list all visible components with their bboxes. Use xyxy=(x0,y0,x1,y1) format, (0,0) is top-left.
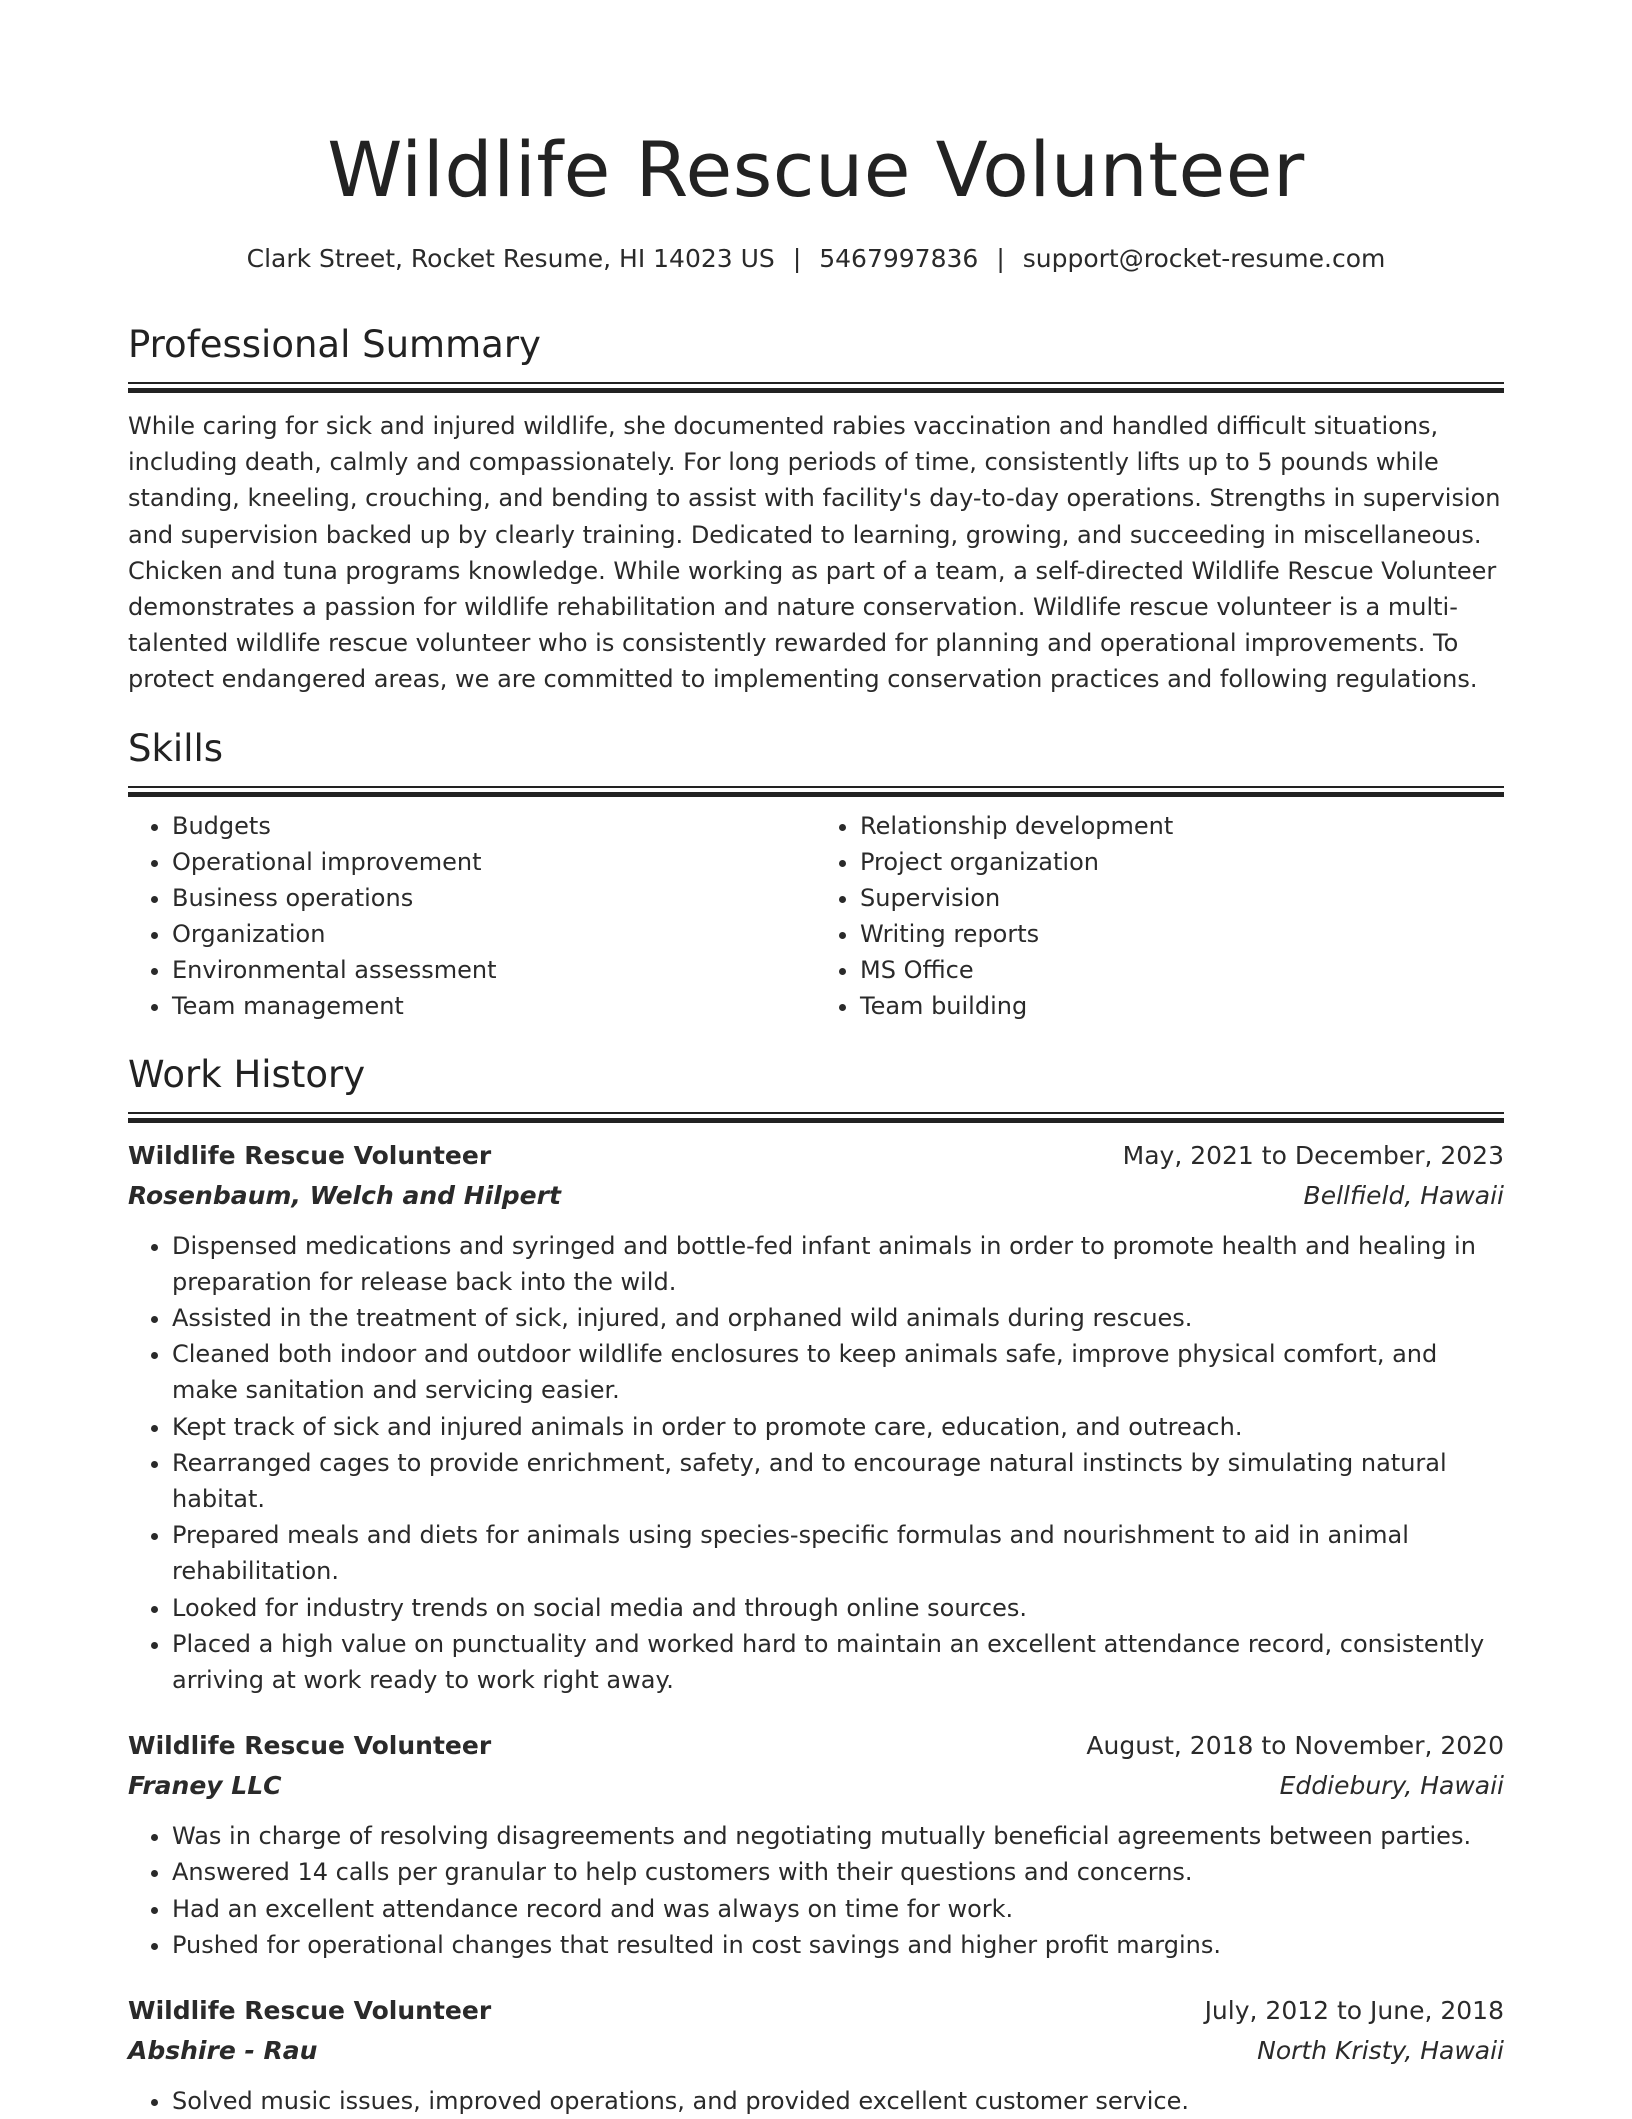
job-company: Abshire - Rau xyxy=(128,2036,318,2066)
job-location: Bellfield, Hawaii xyxy=(1303,1180,1504,1210)
job-bullet: • Solved music issues, improved operations, and provided excellent customer service. xyxy=(172,2083,1504,2119)
contact-address: Clark Street, Rocket Resume, HI 14023 US xyxy=(246,244,775,273)
skills-column-left xyxy=(128,808,816,1024)
job-entry xyxy=(128,1991,1504,2119)
job-bullets xyxy=(128,1818,1504,1963)
section-title: Work History xyxy=(128,1052,366,1096)
job-title: Wildlife Rescue Volunteer xyxy=(128,1731,492,1761)
skill-item: • Supervision xyxy=(860,880,1504,916)
job-bullet: • Assisted in the treatment of sick, injured, and orphaned wild animals during rescues. xyxy=(172,1300,1504,1336)
skill-item: • Organization xyxy=(172,916,816,952)
job-bullet: • Prepared meals and diets for animals using species-specific formulas and nourishment to aid in animal rehabilitation. xyxy=(172,1517,1504,1589)
job-bullet: • Placed a high value on punctuality and worked hard to maintain an excellent attendance record, consistently arriving at work ready to work right away. xyxy=(172,1626,1504,1698)
skills-section xyxy=(128,724,1504,1024)
job-company-row xyxy=(128,1176,1504,1216)
skill-item: • Writing reports xyxy=(860,916,1504,952)
contact-separator: | xyxy=(792,244,802,273)
job-header-row xyxy=(128,1991,1504,2031)
skill-item: • Team management xyxy=(172,988,816,1024)
job-title: Wildlife Rescue Volunteer xyxy=(128,1996,492,2026)
section-title: Professional Summary xyxy=(128,323,541,366)
contact-email: support@rocket-resume.com xyxy=(1022,244,1386,273)
job-header-row xyxy=(128,1136,1504,1176)
job-location: Eddiebury, Hawaii xyxy=(1279,1771,1504,1801)
job-bullet: • Was in charge of resolving disagreements and negotiating mutually beneficial agreements between parties. xyxy=(172,1818,1504,1854)
job-header-row xyxy=(128,1726,1504,1766)
work-history-section xyxy=(128,1050,1504,2119)
job-bullet: • Answered 14 calls per granular to help customers with their questions and concerns. xyxy=(172,1854,1504,1890)
job-company: Rosenbaum, Welch and Hilpert xyxy=(128,1180,561,1210)
contact-phone: 5467997836 xyxy=(819,244,979,273)
job-company-row xyxy=(128,1766,1504,1806)
job-dates: July, 2012 to June, 2018 xyxy=(1204,1996,1504,2026)
job-entry xyxy=(128,1136,1504,1699)
job-bullet: • Dispensed medications and syringed and bottle-fed infant animals in order to promote health and healing in preparation for release back into the wild. xyxy=(172,1228,1504,1300)
job-bullet: • Pushed for operational changes that resulted in cost savings and higher profit margins. xyxy=(172,1927,1504,1963)
skill-item: • Business operations xyxy=(172,880,816,916)
job-bullet: • Looked for industry trends on social media and through online sources. xyxy=(172,1590,1504,1626)
job-bullets xyxy=(128,2083,1504,2119)
skill-item: • Operational improvement xyxy=(172,844,816,880)
contact-line xyxy=(128,242,1504,276)
job-company-row xyxy=(128,2031,1504,2071)
skill-item: • Team building xyxy=(860,988,1504,1024)
resume-name: Wildlife Rescue Volunteer xyxy=(327,125,1305,214)
skills-list xyxy=(128,808,1504,1024)
job-bullet: • Cleaned both indoor and outdoor wildlife enclosures to keep animals safe, improve physical comfort, and make sanitation and servicing easier. xyxy=(172,1336,1504,1408)
job-company: Franey LLC xyxy=(128,1771,282,1801)
section-divider xyxy=(128,786,1504,796)
job-title: Wildlife Rescue Volunteer xyxy=(128,1140,492,1170)
skill-item: • Relationship development xyxy=(860,808,1504,844)
job-entry xyxy=(128,1726,1504,1963)
job-dates: May, 2021 to December, 2023 xyxy=(1122,1140,1504,1170)
section-title: Skills xyxy=(128,726,224,770)
skill-item: • Environmental assessment xyxy=(172,952,816,988)
contact-separator: | xyxy=(996,244,1005,273)
job-bullet: • Rearranged cages to provide enrichment, safety, and to encourage natural instincts by simulating natural habitat. xyxy=(172,1445,1504,1517)
skills-column-right xyxy=(816,808,1504,1024)
skill-item: • Project organization xyxy=(860,844,1504,880)
professional-summary-section xyxy=(128,320,1504,698)
job-bullet: • Had an excellent attendance record and was always on time for work. xyxy=(172,1891,1504,1927)
job-bullet: • Kept track of sick and injured animals in order to promote care, education, and outreach. xyxy=(172,1409,1504,1445)
skill-item: • MS Office xyxy=(860,952,1504,988)
section-divider xyxy=(128,1112,1504,1122)
section-divider xyxy=(128,382,1504,392)
summary-text: While caring for sick and injured wildlife, she documented rabies vaccination and handled difficult situations, including death, calmly and compassionately. For long periods of time, consistently lifts up to 5 pounds while standing, kneeling, crouching, and bending to assist with facility's day-to-day operations. Strengths in supervision and supervision backed up by clearly training. Dedicated to learning, growing, and succeeding in miscellaneous. Chicken and tuna programs knowledge. While working as part of a team, a self-directed Wildlife Rescue Volunteer demonstrates a passion for wildlife rehabilitation and nature conservation. Wildlife rescue volunteer is a multi-talented wildlife rescue volunteer who is consistently rewarded for planning and operational improvements. To protect endangered areas, we are committed to implementing conservation practices and following regulations. xyxy=(128,412,1501,694)
job-location: North Kristy, Hawaii xyxy=(1257,2036,1504,2066)
job-bullets xyxy=(128,1228,1504,1699)
skill-item: • Budgets xyxy=(172,808,816,844)
job-dates: August, 2018 to November, 2020 xyxy=(1086,1731,1504,1761)
